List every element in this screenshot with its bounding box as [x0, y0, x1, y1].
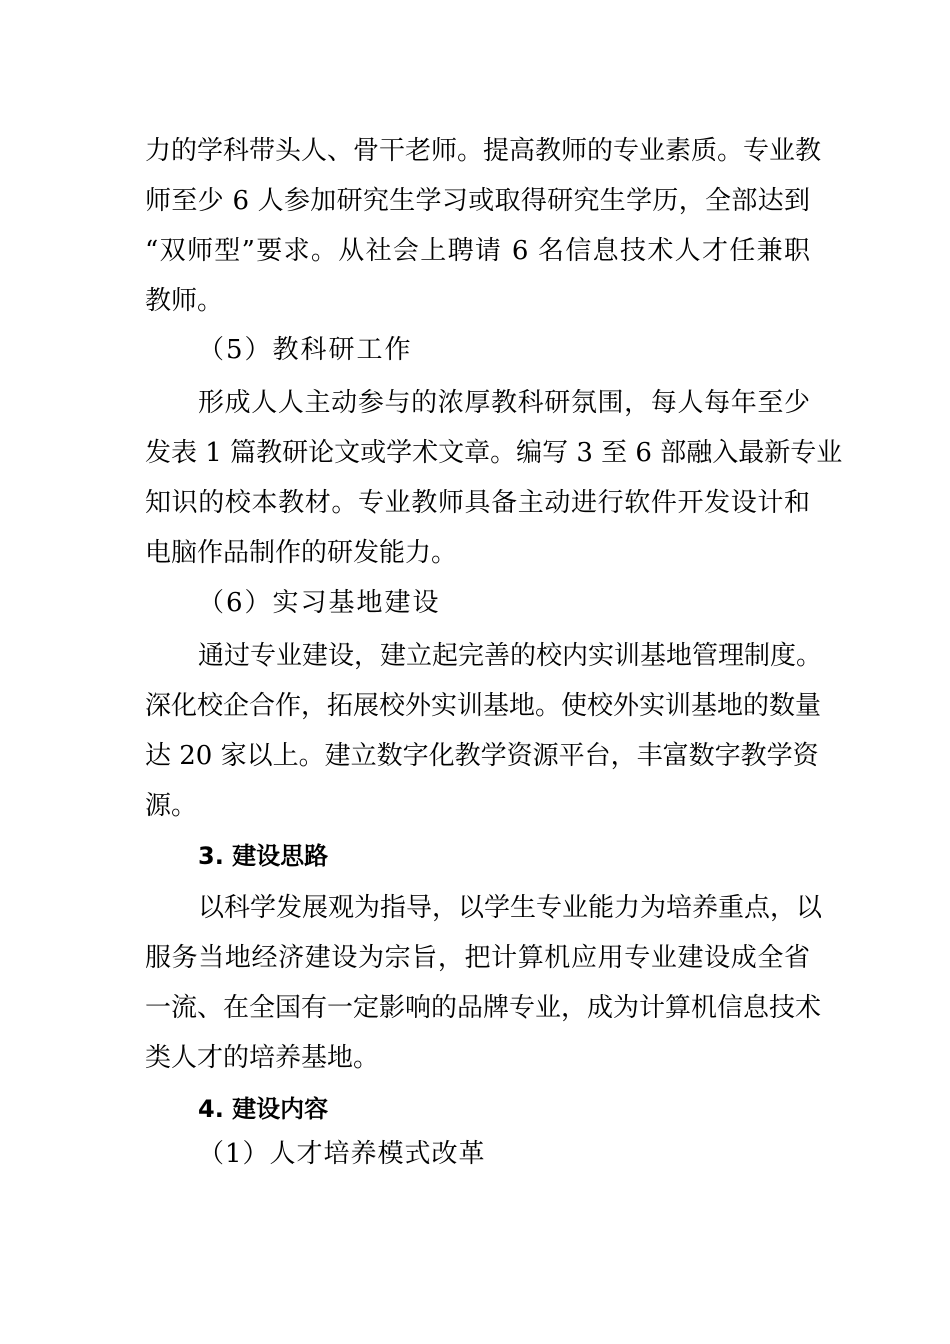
- paragraph-line: 力的学科带头人、骨干老师。提高教师的专业素质。专业教: [145, 136, 822, 166]
- subsection-heading: （5）教科研工作: [198, 335, 413, 365]
- paragraph-line: 教师。: [145, 286, 224, 316]
- subsection-heading: （6）实习基地建设: [198, 588, 441, 618]
- section-heading: 4. 建设内容: [198, 1095, 329, 1123]
- subsection-heading: （1）人才培养模式改革: [198, 1139, 486, 1169]
- paragraph-line: 源。: [145, 791, 198, 821]
- paragraph-line: 达 20 家以上。建立数字化教学资源平台，丰富数字教学资: [145, 741, 819, 771]
- paragraph-line: 深化校企合作，拓展校外实训基地。使校外实训基地的数量: [145, 691, 822, 721]
- paragraph-line: 通过专业建设，建立起完善的校内实训基地管理制度。: [198, 641, 823, 671]
- paragraph-line: 类人才的培养基地。: [145, 1043, 380, 1073]
- paragraph-line: 形成人人主动参与的浓厚教科研氛围，每人每年至少: [198, 388, 810, 418]
- paragraph-line: 知识的校本教材。专业教师具备主动进行软件开发设计和: [145, 488, 810, 518]
- paragraph-line: 师至少 6 人参加研究生学习或取得研究生学历，全部达到: [145, 186, 810, 216]
- section-heading: 3. 建设思路: [198, 842, 329, 870]
- paragraph-line: 一流、在全国有一定影响的品牌专业，成为计算机信息技术: [145, 993, 822, 1023]
- paragraph-line: “双师型”要求。从社会上聘请 6 名信息技术人才任兼职: [145, 236, 810, 266]
- paragraph-line: 服务当地经济建设为宗旨，把计算机应用专业建设成全省: [145, 943, 810, 973]
- paragraph-line: 电脑作品制作的研发能力。: [145, 538, 458, 568]
- paragraph-line: 以科学发展观为指导，以学生专业能力为培养重点，以: [198, 893, 823, 923]
- paragraph-line: 发表 1 篇教研论文或学术文章。编写 3 至 6 部融入最新专业: [145, 438, 843, 468]
